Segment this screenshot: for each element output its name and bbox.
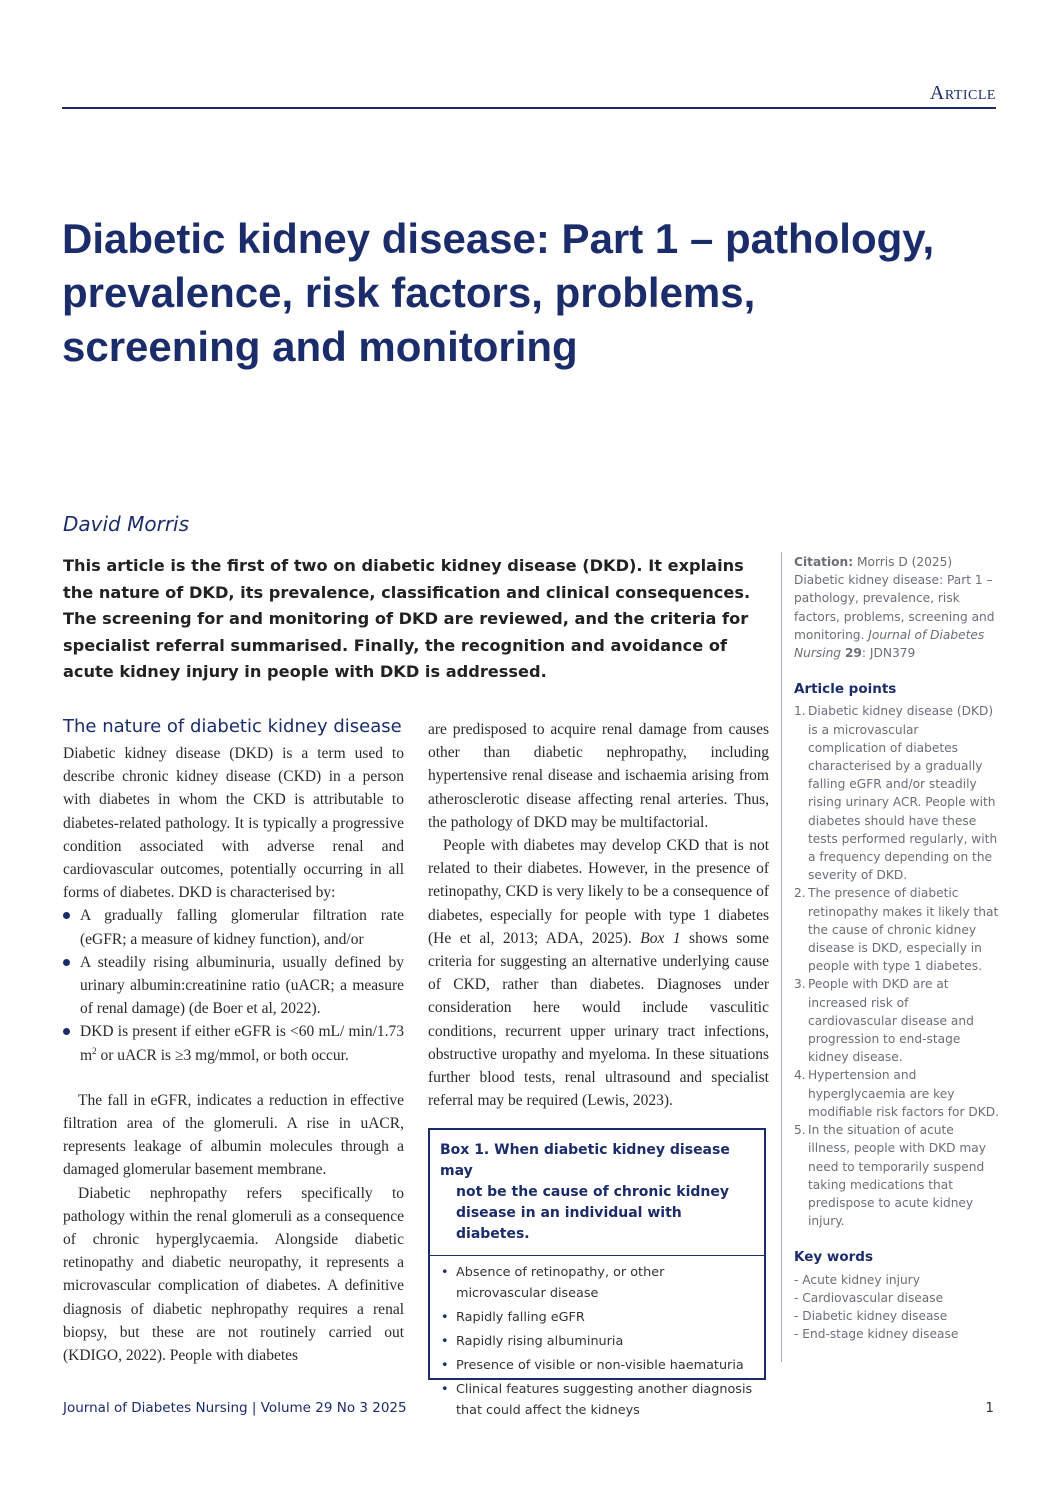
box-1-title-line: not be the cause of chronic kidney — [456, 1184, 730, 1200]
box-1-item: • Rapidly rising albuminuria — [440, 1331, 754, 1352]
key-word: - Acute kidney injury — [794, 1272, 920, 1287]
point-text: People with DKD are at increased risk of cardiovascular disease and progression to end-stage kidney disease. — [808, 977, 974, 1065]
box-1-list — [430, 1256, 764, 1421]
body-column-1 — [63, 714, 404, 1367]
criteria-item — [63, 1020, 404, 1066]
article-points-heading: Article points — [794, 681, 897, 698]
point-text: Hypertension and hyperglycaemia are key modifiable risk factors for DKD. — [808, 1068, 999, 1119]
box-1-item: • Presence of visible or non-visible haematuria — [440, 1355, 754, 1376]
body-paragraph: Diabetic nephropathy refers specifically to pathology within the renal glomeruli as a consequence of chronic hyperglycaemia. Alongside diabetic retinopathy and diabetic neuropathy, it represents a microvascular complication of diabetes. A definitive diagnosis of diabetic nephropathy requires a renal biopsy, but these are not routinely carried out (KDIGO, 2022). People with diabetes — [63, 1184, 404, 1365]
paragraph-text: shows some criteria for suggesting an alternative underlying cause of CKD, rather than diabetes. Diagnoses under consideration here would include vasculitic conditions, recurrent upper urinary tract infections, obstructive uropathy and myeloma. In these situations further blood tests, renal ultrasound and specialist referral may be required (Lewis, 2023). — [428, 929, 769, 1110]
paragraph-text: People with diabetes may develop CKD that is not related to their diabetes. However, in the presence of retinopathy, CKD is very likely to be a consequence of diabetes, especially for people with type 1 diabetes (He et al, 2013; ADA, 2025). — [428, 837, 769, 947]
key-word: - End-stage kidney disease — [794, 1327, 959, 1342]
box-1-title — [430, 1130, 764, 1256]
point-text: Diabetic kidney disease (DKD) is a microvascular complication of diabetes characterised by a gradually falling eGFR and/or steadily rising urinary ACR. People with diabetes should have these tests performed regularly, with a frequency depending on the severity of DKD. — [808, 704, 998, 883]
citation-text: Morris D (2025) Diabetic kidney disease: Part 1 – pathology, prevalence, risk factors, problems, screening and monitoring. — [794, 555, 995, 642]
point-number: 2. — [794, 886, 806, 901]
criteria-text: or uACR is ≥3 mg/mmol, or both occur. — [96, 1046, 349, 1064]
body-column-2 — [428, 718, 769, 1112]
body-paragraph: The fall in eGFR, indicates a reduction in effective filtration area of the glomeruli. A rise in uACR, represents leakage of albumin molecules through a damaged glomerular basement membrane. — [63, 1091, 404, 1179]
box-1 — [428, 1128, 766, 1418]
key-words-list — [794, 1271, 999, 1344]
footer-journal: Journal of Diabetes Nursing | Volume 29 No 3 2025 — [63, 1400, 407, 1416]
article-point — [794, 975, 999, 1066]
citation — [794, 553, 999, 662]
section-label: Article — [929, 82, 996, 104]
sidebar — [794, 553, 999, 1343]
section-heading: The nature of diabetic kidney disease — [63, 716, 402, 737]
body-paragraph — [428, 834, 769, 1112]
body-paragraph: are predisposed to acquire renal damage from causes other than diabetic nephropathy, including hypertensive renal disease and ischaemia arising from atherosclerotic disease affecting renal arteries. Thus, the pathology of DKD may be multifactorial. — [428, 721, 769, 831]
box-reference: Box 1 — [640, 929, 681, 947]
point-number: 4. — [794, 1068, 806, 1083]
article-point — [794, 884, 999, 975]
key-word: - Cardiovascular disease — [794, 1290, 944, 1305]
article-point — [794, 702, 999, 884]
article-points-list — [794, 702, 999, 1230]
superscript: 2 — [92, 1045, 97, 1056]
article-point — [794, 1121, 999, 1230]
criteria-item: A steadily rising albuminuria, usually defined by urinary albumin:creatinine ratio (uACR; a measure of renal damage) (de Boer et al, 2022). — [63, 951, 404, 1021]
key-word: - Diabetic kidney disease — [794, 1308, 948, 1323]
key-words-heading: Key words — [794, 1249, 873, 1266]
point-number: 1. — [794, 704, 806, 719]
box-1-item: • Rapidly falling eGFR — [440, 1307, 754, 1328]
header-rule — [62, 107, 996, 109]
citation-journal: Journal of Diabetes Nursing — [794, 627, 985, 661]
box-1-item: • Absence of retinopathy, or other microvascular disease — [440, 1262, 754, 1304]
box-1-title-line: disease in an individual with diabetes. — [456, 1205, 682, 1242]
citation-volume: 29 — [844, 646, 862, 661]
abstract: This article is the first of two on diabetic kidney disease (DKD). It explains the nature of DKD, its prevalence, classification and clinical consequences. The screening for and monitoring of DKD are reviewed, and the criteria for specialist referral summarised. Finally, the recognition and avoidance of acute kidney injury in people with DKD is addressed. — [63, 556, 751, 681]
citation-label: Citation: — [794, 555, 854, 569]
point-text: The presence of diabetic retinopathy makes it likely that the cause of chronic kidney disease is DKD, especially in people with type 1 diabetes. — [808, 886, 999, 974]
criteria-list — [63, 904, 404, 1066]
sidebar-rule — [781, 552, 782, 1362]
box-1-title-line: Box 1. When diabetic kidney disease may — [440, 1142, 730, 1179]
point-number: 5. — [794, 1123, 806, 1138]
box-1-item: • Clinical features suggesting another diagnosis that could affect the kidneys — [440, 1379, 754, 1421]
page-number: 1 — [985, 1400, 994, 1416]
author-name: David Morris — [63, 512, 190, 536]
criteria-item: A gradually falling glomerular filtration rate (eGFR; a measure of kidney function), and/or — [63, 904, 404, 950]
article-title: Diabetic kidney disease: Part 1 – pathology, prevalence, risk factors, problems, screening and monitoring — [62, 215, 935, 370]
point-number: 3. — [794, 977, 806, 992]
point-text: In the situation of acute illness, people with DKD may need to temporarily suspend taking medications that predispose to acute kidney injury. — [808, 1123, 986, 1229]
citation-id: : JDN379 — [861, 646, 916, 661]
body-paragraph: Diabetic kidney disease (DKD) is a term used to describe chronic kidney disease (CKD) in a person with diabetes in whom the CKD is attributable to diabetes-related pathology. It is typically a progressive condition associated with adverse renal and cardiovascular outcomes, potentially occurring in all forms of diabetes. DKD is characterised by: — [63, 745, 404, 902]
article-point — [794, 1066, 999, 1121]
criteria-text: DKD is present if either eGFR is <60 mL/ min/1.73 m — [80, 1023, 404, 1064]
